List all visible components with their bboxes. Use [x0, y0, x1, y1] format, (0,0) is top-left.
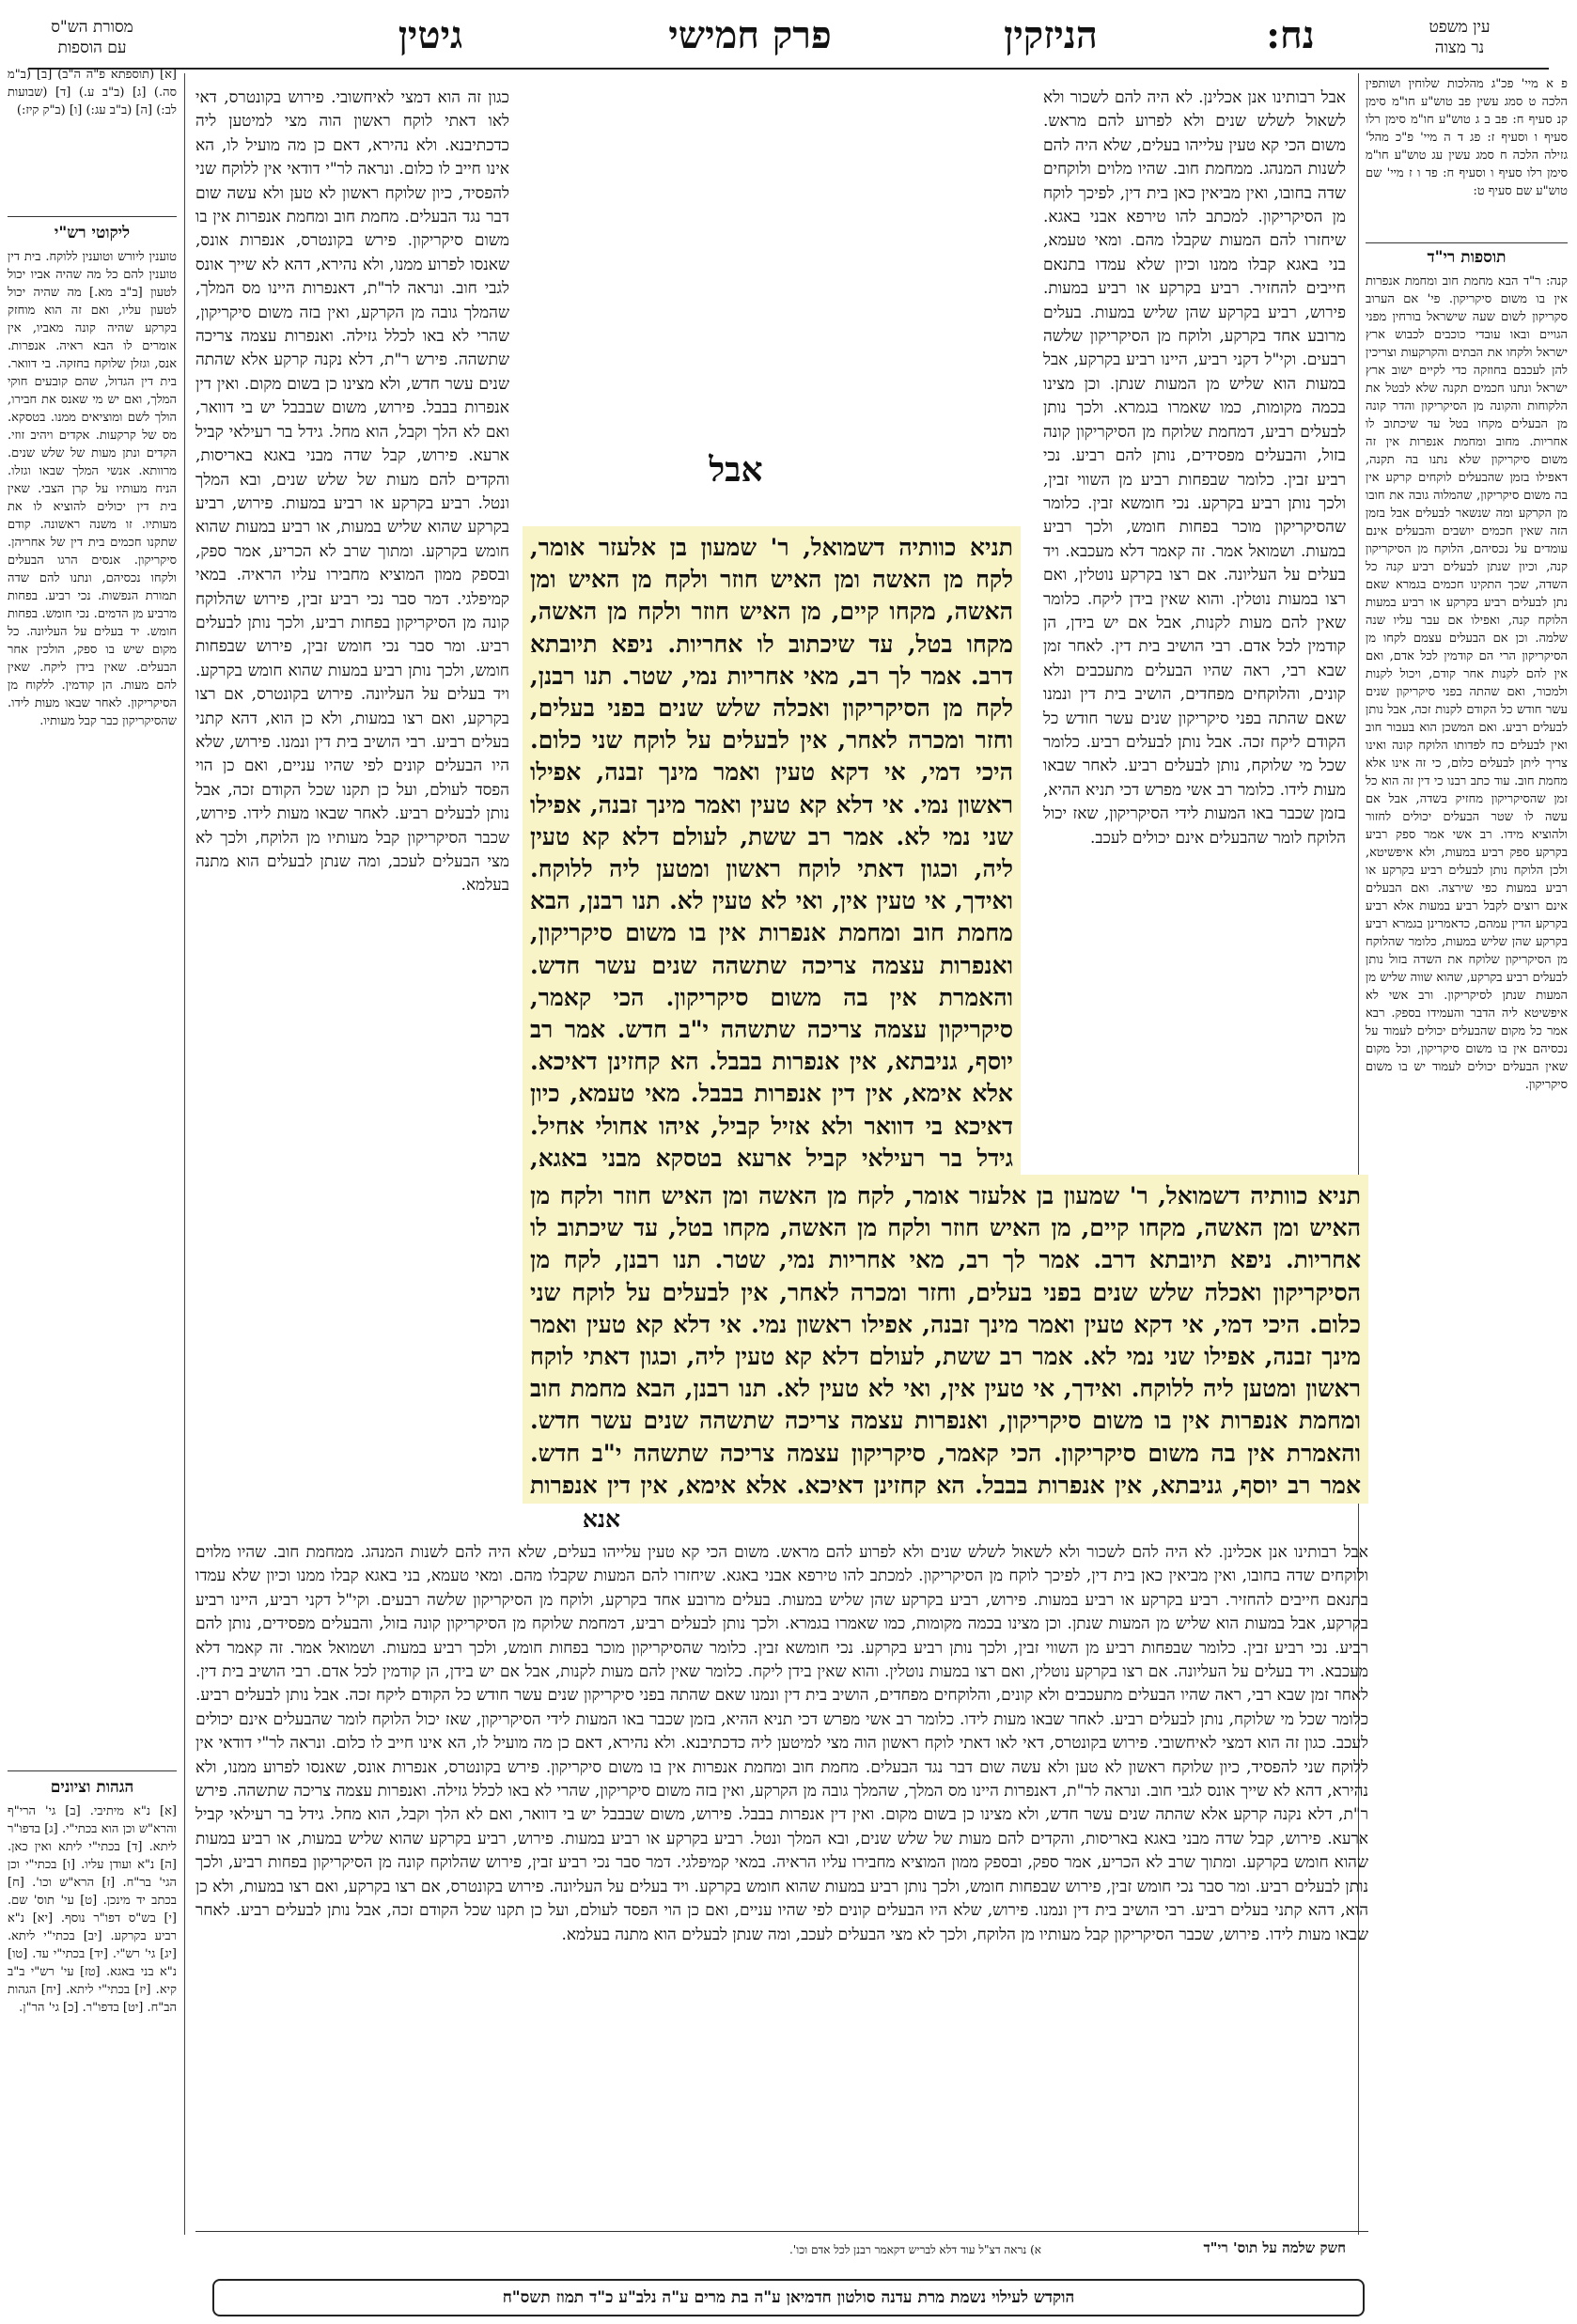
lower-commentary: [195, 1541, 1368, 2218]
footnote-label: חשק שלמה על תוס' רי"ד: [1203, 2239, 1346, 2256]
gemara-main: [523, 532, 1021, 1171]
ein-mishpat-entries: פ א מיי' פכ"ג מהלכות שלוחין ושותפין הלכה ט סמג עשין פב טוש"ע חו"מ סימן קנ סעיף ח: פב ב ג טוש"ע חו"מ סימן רלו סעיף ו וסעיף ז: פג ד ה מיי' פ"כ מהל' גזילה הלכה ח סמג עשין עג טוש"ע חו"מ סימן רלו סעיף ו וסעיף ח: פד ו ז מיי' שם טוש"ע שם סעיף ט:: [1366, 77, 1568, 198]
mesoret-entries: [א] (תוספתא פ"ה ה"ב) [ב] (ב"מ סה.) [ג] (ב"ב ע.) [ד] (שבועות לב:) [ה] (ב"ב עג:) [ו] (ב"ק קיז:): [8, 68, 177, 117]
likutei-rashi-title: ליקוטי רש"י: [54, 224, 131, 242]
perek-name: הניזקין: [1004, 13, 1098, 57]
gemara-text-top: תניא כוותיה דשמואל, ר' שמעון בן אלעזר אומר, לקח מן האשה ומן האיש חוזר ולקח מן האיש ומן האשה, מקחו קיים, מן האיש חוזר ולקח מן האשה, מקחו בטל, עד שיכתוב לו אחריות. ניפא תיובתא דרב. אמר לך רב, מאי אחריות נמי, שטר. תנו רבנן, לקח מן הסיקריקון ואכלה שלש שנים בפני בעלים, וחזר ומכרה לאחר, אין לבעלים על לוקח שני כלום. היכי דמי, אי דקא טעין ואמר מינך זבנה, אפילו ראשון נמי. אי דלא קא טעין ואמר מינך זבנה, אפילו שני נמי לא. אמר רב ששת, לעולם דלא קא טעין ליה, וכגון דאתי לוקח ראשון ומטען ליה ללוקח. ואידך, אי טעין אין, ואי לא טעין לא. תנו רבנן, הבא מחמת חוב ומחמת אנפרות אין בו משום סיקריקון, ואנפרות עצמה צריכה שתשהה שנים עשר חדש. והאמרת אין בה משום סיקריקון. הכי קאמר, סיקריקון עצמה צריכה שתשהה י"ב חדש. אמר רב יוסף, גניבתא, אין אנפרות בבבל. הא קחזינן דאיכא. אלא אימא, אין דין אנפרות בבבל. מאי טעמא, כיון דאיכא בי דוואר ולא אזיל קביל, איהו אחולי אחיל. גידל בר רעילאי קביל ארעא בטסקא מבני באגא,: [530, 534, 1013, 1171]
tosafot-text: כגון זה הוא דמצי לאיחשובי. פירוש בקונטרס, דאי לאו דאתי לוקח ראשון הוה מצי למיטען ליה כדכתיבנא. ולא נהירא, דאם כן מה מועיל לו, הא אינו חייב לו כלום. ונראה לר"י דודאי אין ללוקח שני להפסיד, כיון שלוקח ראשון לא טען ולא עשה שום דבר נגד הבעלים. מחמת חוב ומחמת אנפרות אין בו משום סיקריקון. פירש בקונטרס, אנפרות אונס, שאנסו לפרוע ממנו, ולא נהירא, דהא לא שייך אונס לגבי חוב. ונראה לר"ת, דאנפרות היינו מס המלך, שהמלך גובה מן הקרקע, ואין בזה משום סיקריקון, שהרי לא באו לכלל גזילה. ואנפרות עצמה צריכה שתשהה. פירש ר"ת, דלא נקנה קרקע אלא שהתה שנים עשר חדש, ולא מצינו כן בשום מקום. ואין דין אנפרות בבבל. פירוש, משום שבבבל יש בי דוואר, ואם לא הלך וקבל, הוא מחל. גידל בר רעילאי קביל ארעא. פירוש, קבל שדה מבני באגא באריסות, והקדים להם מעות של שלש שנים, ובא המלך ונטל. רביע בקרקע או רביע במעות. פירוש, רביע בקרקע שהוא שליש במעות, או רביע במעות שהוא חומש בקרקע. ומתוך שרב לא הכריע, אמר ספק, ובספק ממון המוציא מחבירו עליו הראיה. במאי קמיפלגי. דמר סבר נכי רביע זבין, פירוש שהלוקח קונה מן הסיקריקון בפחות רביע, ולכך נותן לבעלים רביע. ומר סבר נכי חומש זבין, פירוש שבפחות חומש, ולכך נותן רביע במעות שהוא חומש בקרקע. ויד בעלים על העליונה. פירוש בקונטרס, אם רצו בקרקע, ואם רצו במעות, ולא כן הוא, דהא קתני בעלים רביע. רבי הושיב בית דין ונמנו. פירוש, שלא היו הבעלים קונים לפי שהיו עניים, ואם כן הוי הפסד לעולם, ועל כן תקנו שכל הקודם זכה, אבל נותן לבעלים רביע. לאחר שבאו מעות לידו. פירוש, שכבר הסיקריקון קבל מעותיו מן הלוקח, ולכך לא מצי הבעלים לעכב, ומה שנתן לבעלים הוא מתנה בעלמא.: [195, 88, 509, 896]
hagahot-text: [א] נ"א מיתיבי. [ב] גי' הרי"ף והרא"ש וכן הוא בכתי"י. [ג] בדפו"ר ליתא. [ד] בכתי"י ליתא ואין כאן. [ה] נ"א ועודן עליו. [ו] בכתי"י וכן הגי' בר"ח. [ז] הרא"ש וכו'. [ח] בכתב יד מינכן. [ט] עי' תוס' שם. [י] בש"ס דפו"ר נוסף. [יא] נ"א רביע בקרקע. [יב] בכתי"י ליתא. [יג] גי' רש"י. [יד] בכתי"י עד. [טו] נ"א בני באגא. [טז] עי' רש"י ב"ב קיא. [יז] בכתי"י ליתא. [יח] הגהות הב"ח. [יט] בדפו"ר. [כ] גי' הר"ן.: [8, 1804, 177, 2015]
mesoret-title: מסורת הש"ס עם הוספות: [51, 18, 133, 57]
gemara-main-wide: [530, 1180, 1361, 1500]
gemara-lead-word: אבל: [709, 450, 763, 490]
header-rule: [28, 68, 1549, 70]
hagahot-title: הגהות וציונים: [50, 1778, 134, 1797]
tosafot-rid-title: תוספות רי"ד: [1427, 248, 1507, 267]
perek-title: פרק חמישי: [668, 13, 832, 57]
gemara-text-wide: תניא כוותיה דשמואל, ר' שמעון בן אלעזר אומר, לקח מן האשה ומן האיש חוזר ולקח מן האיש ומן האשה, מקחו קיים, מן האיש חוזר ולקח מן האשה, מקחו בטל, עד שיכתוב לו אחריות. ניפא תיובתא דרב. אמר לך רב, מאי אחריות נמי, שטר. תנו רבנן, לקח מן הסיקריקון ואכלה שלש שנים בפני בעלים, וחזר ומכרה לאחר, אין לבעלים על לוקח שני כלום. היכי דמי, אי דקא טעין ואמר מינך זבנה, אפילו ראשון נמי. אי דלא קא טעין ואמר מינך זבנה, אפילו שני נמי לא. אמר רב ששת, לעולם דלא קא טעין ליה, וכגון דאתי לוקח ראשון ומטען ליה ללוקח. ואידך, אי טעין אין, ואי לא טעין לא. תנו רבנן, הבא מחמת חוב ומחמת אנפרות אין בו משום סיקריקון, ואנפרות עצמה צריכה שתשהה שנים עשר חדש. והאמרת אין בה משום סיקריקון. הכי קאמר, סיקריקון עצמה צריכה שתשהה י"ב חדש. אמר רב יוסף, גניבתא, אין אנפרות בבבל. הא קחזינן דאיכא. אלא אימא, אין דין אנפרות: [530, 1182, 1361, 1499]
gemara-word-end: אנא: [582, 1505, 621, 1533]
likutei-rashi-text: טוענין ליורש וטוענין ללוקח. בית דין טוענין להם כל מה שהיה אביו יכול לטעון [ב"ב מא.] מה שהיה יכול לטעון עליו, ואם זה הוא מוחזק בקרקע שהיה קונה מאביו, אין אומרים לו הבא ראיה. אנפרות. אנס, וגזלן שלוקח בחזקה. בי דוואר. בית דין הגדול, שהם קובעים חוקי המלך, ואם יש מי שאנס את חבירו, הולך לשם ומוציאים ממנו. בטסקא. מס של קרקעות. אקדים ויהיב זוזי. הקדים ונתן מעות של שלש שנים. מרוותא. אנשי המלך שבאו וגזלו. הניח מעותיו על קרן הצבי. שאין בית דין יכולים להוציא לו את מעותיו. זו משנה ראשונה. קודם שתקנו חכמים בית דין של אחריהן. סיקריקון. אנסים הרגו הבעלים ולקחו נכסיהם, ונתנו להם שדה תמורת הנפשות. נכי רביע. בפחות מרביע מן הדמים. נכי חומש. בפחות חומש. יד בעלים על העליונה. כל מקום שיש בו ספק, הולכין אחר הבעלים. שאין בידן ליקח. שאין להם מעות. הן קודמין. ללקוח מן הסיקריקון. לאחר שבאו מעות לידו. שהסיקריקון כבר קבל מעותיו.: [8, 250, 177, 728]
dedication-box: [212, 2279, 1365, 2316]
dedication-text: הוקדש לעילוי נשמת מרת עדנה סולטון חדמיאן ע"ה בת מרים ע"ה נלב"ע כ"ד תמוז תשס"ח: [502, 2288, 1075, 2307]
massechet-name: גיטין: [398, 13, 463, 57]
lower-commentary-rashi: אבל רבותינו אנן אכלינן. לא היה להם לשכור ולא לשאול לשלש שנים ולא לפרוע להם מראש. משום הכי קא טעין עלייהו בעלים, שלא היה להם לשנות המנהג. ממחמת חוב. שהיו מלוים ולוקחים שדה בחובו, ואין מביאין כאן בית דין, לפיכך לוקח מן הסיקריקון. למכתב להו טירפא אבני באגא. שיחזרו להם המעות שקבלו מהם. ומאי טעמא, בני באגא קבלו ממנו וכיון שלא עמדו בתנאם חייבים להחזיר. רביע בקרקע או רביע במעות. פירוש, רביע בקרקע שהן שליש במעות. בעלים מרובע אחד בקרקע, ולוקח מן הסיקריקון שלשה רבעים. וקי"ל דקני רביע, היינו רביע בקרקע, אבל במעות הוא שליש מן המעות שנתן. וכן מצינו בכמה מקומות, כמו שאמרו בגמרא. ולכך נותן לבעלים רביע, דמחמת שלוקח מן הסיקריקון קונה בזול, והבעלים מפסידים, נותן להם רביע. נכי רביע זבין. כלומר שבפחות רביע מן השווי זבין, ולכך נותן רביע בקרקע. נכי חומשא זבין. כלומר שהסיקריקון מוכר בפחות חומש, ולכך רביע במעות. ושמואל אמר. זה קאמר דלא מעכבא. ויד בעלים על העליונה. אם רצו בקרקע נוטלין, ואם רצו במעות נוטלין. והוא שאין בידן ליקח. כלומר שאין להם מעות לקנות, אבל אם יש בידן, הן קודמין לכל אדם. רבי הושיב בית דין. לאחר זמן שבא רבי, ראה שהיו הבעלים מתעכבים ולא קונים, והלוקחים מפחדים, הושיב בית דין ונמנו שאם שהתה בפני סיקריקון שנים עשר חודש כל הקודם ליקח זכה. אבל נותן לבעלים רביע. כלומר שכל מי שלוקח, נותן לבעלים רביע. לאחר שבאו מעות לידו. כלומר רב אשי מפרש דכי תניא ההיא, בזמן שכבר באו המעות לידי הסיקריקון, שאז יכול הלוקח לומר שהבעלים אינם יכולים לעכב.: [195, 1543, 1368, 1754]
ein-mishpat-divider: [1366, 242, 1568, 243]
lower-commentary-tosafot: כגון זה הוא דמצי לאיחשובי. פירוש בקונטרס, דאי לאו דאתי לוקח ראשון הוה מצי למיטען ליה כדכתיבנא. ולא נהירא, דאם כן מה מועיל לו, הא אינו חייב לו כלום. ונראה לר"י דודאי אין ללוקח שני להפסיד, כיון שלוקח ראשון לא טען ולא עשה שום דבר נגד הבעלים. מחמת חוב ומחמת אנפרות אין בו משום סיקריקון. פירש בקונטרס, אנפרות אונס, שאנסו לפרוע ממנו, ולא נהירא, דהא לא שייך אונס לגבי חוב. ונראה לר"ת, דאנפרות היינו מס המלך, שהמלך גובה מן הקרקע, ואין בזה משום סיקריקון, שהרי לא באו לכלל גזילה. ואנפרות עצמה צריכה שתשהה. פירש ר"ת, דלא נקנה קרקע אלא שהתה שנים עשר חדש, ולא מצינו כן בשום מקום. ואין דין אנפרות בבבל. פירוש, משום שבבבל יש בי דוואר, ואם לא הלך וקבל, הוא מחל. גידל בר רעילאי קביל ארעא. פירוש, קבל שדה מבני באגא באריסות, והקדים להם מעות של שלש שנים, ובא המלך ונטל. רביע בקרקע או רביע במעות. פירוש, רביע בקרקע שהוא שליש במעות, או רביע במעות שהוא חומש בקרקע. ומתוך שרב לא הכריע, אמר ספק, ובספק ממון המוציא מחבירו עליו הראיה. במאי קמיפלגי. דמר סבר נכי רביע זבין, פירוש שהלוקח קונה מן הסיקריקון בפחות רביע, ולכך נותן לבעלים רביע. ומר סבר נכי חומש זבין, פירוש שבפחות חומש, ולכך נותן רביע במעות שהוא חומש בקרקע. ויד בעלים על העליונה. פירוש בקונטרס, אם רצו בקרקע, ואם רצו במעות, ולא כן הוא, דהא קתני בעלים רביע. רבי הושיב בית דין ונמנו. פירוש, שלא היו הבעלים קונים לפי שהיו עניים, ואם כן הוי הפסד לעולם, ועל כן תקנו שכל הקודם זכה, אבל נותן לבעלים רביע. לאחר שבאו מעות לידו. פירוש, שכבר הסיקריקון קבל מעותיו מן הלוקח, ולכך לא מצי הבעלים לעכב, ומה שנתן לבעלים הוא מתנה בעלמא.: [195, 1734, 1368, 1944]
tosafot-rid-text: קנה: ר"ד הבא מחמת חוב ומחמת אנפרות אין בו משום סיקריקון. פי' אם הערוב סקריקון לשום שעה שישראל בורחין מפני הגויים ובאו עובדי כוכבים לכבוש ארץ ישראל ולקחו את הבתים והקרקעות וצריכין להן לעכבם בחוזקה כדי לקיים ישוב ארץ ישראל ונתנו חכמים תקנה שלא לבטל את הלקוחות והקונה מן הסיקריקון והדר קונה מן הבעלים מקחו בטל עד שיכתוב לו אחריות. מחוב ומחמת אנפרות אין זה משום סיקריקון שלא נתנו בה תקנה, דאפילו בזמן שהבעלים לוקחים קרקע אין בה משום סיקריקון, שהמלוה גובה את חובו מן הקרקע ומה שנשאר לבעלים אבל בזמן הזה שאין חכמים יושבים והבעלים אינם עומדים על נכסיהם, הלוקח מן הסיקריקון קנה, וכיון שנתן לבעלים רביע קנה כל השדה, שכך התקינו חכמים בגמרא שאם נתן לבעלים רביע בקרקע או רביע במעות הלוקח קנה, ואפילו אם עבר עליו שנה שלמה. וכן אם הבעלים עצמם לקחו מן הסיקריקון הרי הם קודמין לכל אדם, ואם אין להם לקנות אחר קודם, ויכול לקנות ולמכור, ואם שהתה בפני סיקריקון שנים עשר חודש כל הקודם לקנות זכה, אבל נותן לבעלים רביע. ואם המשכן הוא בעבור חוב ואין לבעלים כח לפדותו הלוקח קונה ואינו צריך ליתן לבעלים כלום, כי זה אינו אלא מחמת חוב. עוד כתב רבנו כי דין זה הוא כל זמן שהסיקריקון מחזיק בשדה, אבל אם עשה לו שטר הבעלים יכולים לחזור ולהוציא מידו. רב אשי אמר ספק רביע בקרקע ספק רביע במעות, ולא איפשיטא, ולכן הלוקח נותן לבעלים רביע בקרקע או רביע במעות כפי שירצה. ואם הבעלים אינם רוצים לקבל רביע במעות אלא רביע בקרקע הדין עמהם, כדאמרינן בגמרא רביע בקרקע שהן שליש במעות, כלומר שהלוקח מן הסיקריקון שלוקח את השדה בזול נותן לבעלים רביע בקרקע, שהוא שווה שליש מן המעות שנתן לסיקריקון. ורב אשי לא איפשיטא ליה הדבר והעמידו בספק. רבא אמר כל מקום שהבעלים יכולים לעמוד על נכסיהם אין בו משום סיקריקון, וכל מקום שאין הבעלים יכולים לעמוד יש בו משום סיקריקון.: [1366, 274, 1568, 1092]
tosafot-commentary: [195, 86, 509, 1280]
footnote-rule: [195, 2231, 1368, 2232]
mesoret-divider: [8, 216, 177, 217]
rashi-commentary: [1043, 86, 1346, 1280]
daf-number: נח:: [1266, 13, 1315, 57]
rashi-text: אבל רבותינו אנן אכלינן. לא היה להם לשכור ולא לשאול לשלש שנים ולא לפרוע להם מראש. משום הכי קא טעין עלייהו בעלים, שלא היה להם לשנות המנהג. ממחמת חוב. שהיו מלוים ולוקחים שדה בחובו, ואין מביאין כאן בית דין, לפיכך לוקח מן הסיקריקון. למכתב להו טירפא אבני באגא. שיחזרו להם המעות שקבלו מהם. ומאי טעמא, בני באגא קבלו ממנו וכיון שלא עמדו בתנאם חייבים להחזיר. רביע בקרקע או רביע במעות. פירוש, רביע בקרקע שהן שליש במעות. בעלים מרובע אחד בקרקע, ולוקח מן הסיקריקון שלשה רבעים. וקי"ל דקני רביע, היינו רביע בקרקע, אבל במעות הוא שליש מן המעות שנתן. וכן מצינו בכמה מקומות, כמו שאמרו בגמרא. ולכך נותן לבעלים רביע, דמחמת שלוקח מן הסיקריקון קונה בזול, והבעלים מפסידים, נותן להם רביע. נכי רביע זבין. כלומר שבפחות רביע מן השווי זבין, ולכך נותן רביע בקרקע. נכי חומשא זבין. כלומר שהסיקריקון מוכר בפחות חומש, ולכך רביע במעות. ושמואל אמר. זה קאמר דלא מעכבא. ויד בעלים על העליונה. אם רצו בקרקע נוטלין, ואם רצו במעות נוטלין. והוא שאין בידן ליקח. כלומר שאין להם מעות לקנות, אבל אם יש בידן, הן קודמין לכל אדם. רבי הושיב בית דין. לאחר זמן שבא רבי, ראה שהיו הבעלים מתעכבים ולא קונים, והלוקחים מפחדים, הושיב בית דין ונמנו שאם שהתה בפני סיקריקון שנים עשר חודש כל הקודם ליקח זכה. אבל נותן לבעלים רביע. כלומר שכל מי שלוקח, נותן לבעלים רביע. לאחר שבאו מעות לידו. כלומר רב אשי מפרש דכי תניא ההיא, בזמן שכבר באו המעות לידי הסיקריקון, שאז יכול הלוקח לומר שהבעלים אינם יכולים לעכב.: [1043, 88, 1346, 848]
footnote-text: א) נראה דצ"ל עוד דלא לבריש דקאמר רבנן לכל אדם וכו'.: [789, 2243, 1041, 2256]
likutei-divider: [8, 1770, 177, 1771]
left-margin-rule: [184, 73, 185, 2235]
ein-mishpat-title: עין משפט נר מצוה: [1429, 18, 1491, 57]
